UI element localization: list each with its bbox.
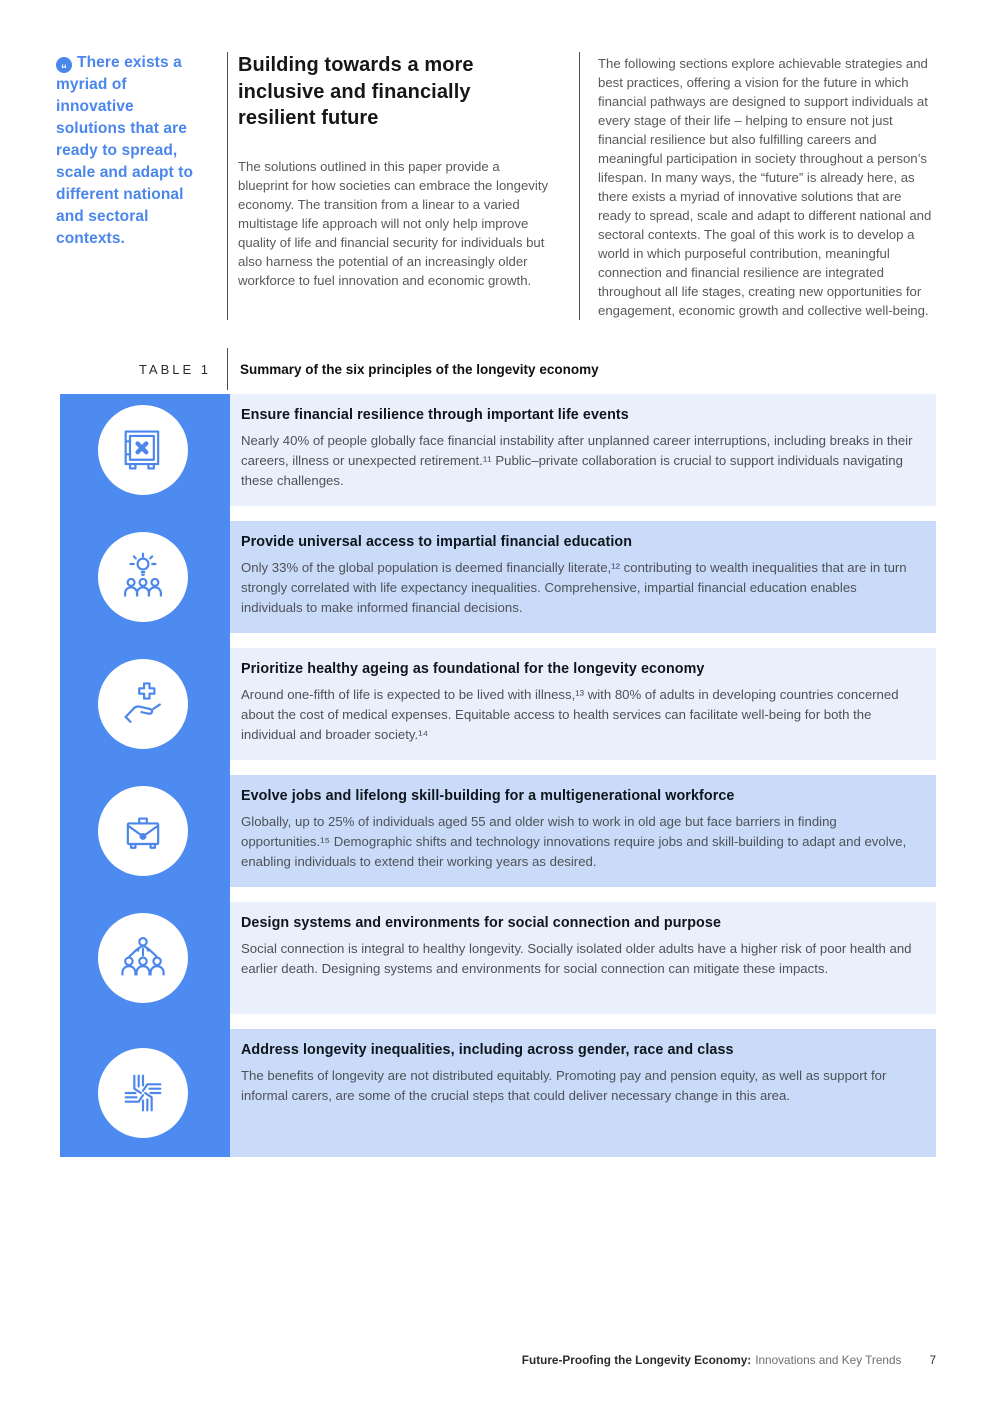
education-idea-people-icon xyxy=(98,532,188,622)
table-row xyxy=(56,1029,936,1157)
table-header xyxy=(56,348,936,390)
row-body: Globally, up to 25% of individuals aged 55 and older wish to work in old age but face barriers in finding opportunities.¹⁵ Demographic shifts and technology innovations require jobs and skill-building to adapt and evolve, enabling individuals to extend their working years as desired. xyxy=(241,814,907,869)
pull-quote xyxy=(56,52,227,320)
intro-right-column xyxy=(579,52,936,320)
row-body: Only 33% of the global population is deemed financially literate,¹² contributing to wealth inequalities that are in turn strongly correlated with life expectancy inequalities. Comprehensive, impartial financial education enables individuals to make informed financial decisions. xyxy=(241,560,907,615)
table-caption: Summary of the six principles of the longevity economy xyxy=(240,361,599,377)
row-body: Around one-fifth of life is expected to be lived with illness,¹³ with 80% of adults in developing countries concerned about the cost of medical expenses. Equitable access to health services can facilitate well-being for both the individual and broader society.¹⁴ xyxy=(241,687,899,742)
row-body: Nearly 40% of people globally face financial instability after unplanned career interruptions, including breaks in their careers, illness or unexpected retirement.¹¹ Public–private collaboration is crucial to support individuals navigating these challenges. xyxy=(241,433,913,488)
row-title: Address longevity inequalities, including across gender, race and class xyxy=(241,1042,734,1058)
people-network-icon xyxy=(98,913,188,1003)
intro-section xyxy=(56,52,936,320)
row-title: Design systems and environments for social connection and purpose xyxy=(241,915,721,931)
hands-unity-icon xyxy=(98,1048,188,1138)
row-body: The benefits of longevity are not distributed equitably. Promoting pay and pension equity, as well as support for informal carers, are some of the crucial steps that could deliver necessary change in this area. xyxy=(241,1068,887,1103)
row-title: Ensure financial resilience through important life events xyxy=(241,407,629,423)
safe-icon xyxy=(98,405,188,495)
quote-icon: “ xyxy=(56,57,72,73)
briefcase-icon xyxy=(98,786,188,876)
table-row xyxy=(56,648,936,760)
table-row xyxy=(56,902,936,1014)
row-body: Social connection is integral to healthy longevity. Socially isolated older adults have a higher risk of poor health and earlier death. Designing systems and environments for social connection can mitigate these impacts. xyxy=(241,941,912,976)
principles-table xyxy=(56,394,936,1157)
table-row xyxy=(56,521,936,633)
row-icon-cell xyxy=(56,648,230,760)
section-heading: Building towards a more inclusive and financially resilient future xyxy=(238,54,474,130)
row-content xyxy=(230,521,936,633)
row-icon-cell xyxy=(56,902,230,1014)
table-caption-cell xyxy=(227,348,936,390)
intro-paragraph-right: The following sections explore achievable strategies and best practices, offering a vision for the future in which financial pathways are designed to support individuals at every stage of their life – helping to ensure not just financial resilience but also fulfilling careers and meaningful participation in society throughout a person’s lifespan. In many ways, the “future” is already here, as there exists a myriad of innovative solutions that are ready to spread, scale and adapt to different national and sectoral contexts. The goal of this work is to develop a world in which purposeful contribution, meaningful connection and financial resilience are integrated throughout all life stages, creating new opportunities for engagement, economic growth and collective well-being. xyxy=(598,56,932,318)
row-content xyxy=(230,648,936,760)
table-row xyxy=(56,775,936,887)
row-content xyxy=(230,1029,936,1157)
footer-page-number: 7 xyxy=(929,1353,936,1367)
pull-quote-text: There exists a myriad of innovative solutions that are ready to spread, scale and adapt to different national and sectoral contexts. xyxy=(56,54,194,247)
row-title: Evolve jobs and lifelong skill-building for a multigenerational workforce xyxy=(241,788,735,804)
row-content xyxy=(230,394,936,506)
intro-paragraph-left: The solutions outlined in this paper provide a blueprint for how societies can embrace the longevity economy. The transition from a linear to a varied multistage life approach will not only help improve quality of life and financial security for individuals but also harness the potential of an increasingly older workforce to fuel innovation and economic growth. xyxy=(238,158,549,288)
footer-doc-subtitle: Innovations and Key Trends xyxy=(755,1353,902,1367)
table-row xyxy=(56,394,936,506)
row-icon-cell xyxy=(56,1029,230,1157)
table-label: TABLE 1 xyxy=(138,361,211,377)
footer-doc-title: Future-Proofing the Longevity Economy: xyxy=(521,1353,752,1367)
row-icon-cell xyxy=(56,775,230,887)
row-title: Provide universal access to impartial financial education xyxy=(241,534,633,550)
row-content xyxy=(230,775,936,887)
health-hand-cross-icon xyxy=(98,659,188,749)
row-icon-cell xyxy=(56,394,230,506)
row-icon-cell xyxy=(56,521,230,633)
intro-left-column xyxy=(227,52,579,320)
row-content xyxy=(230,902,936,1014)
row-title: Prioritize healthy ageing as foundational for the longevity economy xyxy=(241,661,705,677)
page-footer xyxy=(522,1353,936,1367)
